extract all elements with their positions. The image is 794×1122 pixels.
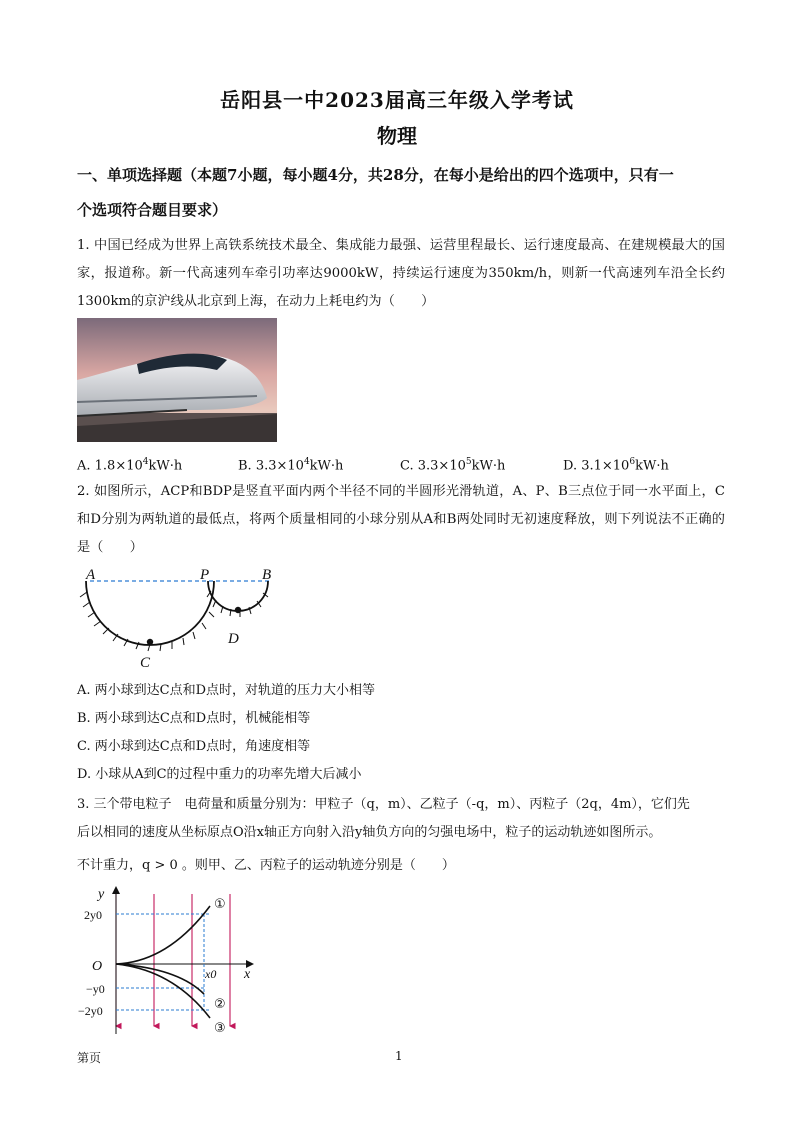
q1-option-d: D. $3.1\times 10^6kW\cdot h$ [563,457,669,474]
section-heading-line2: 个选项符合题目要求） [77,201,228,219]
curve-3-label: ③ [214,1021,226,1036]
question-3-line1: 3. 三个带电粒子 电荷量和质量分别为：甲粒子（q，m）、乙粒子（-q，m）、丙粒子（2q，4m），它们先 [77,797,690,812]
trajectory-diagram [78,884,262,1048]
tick-2y0: 2y0 [84,908,102,922]
label-a: A [86,567,96,583]
tick-neg-2y0: −2y0 [78,1004,103,1018]
exam-title: 岳阳县一中2023届高三年级入学考试 [220,88,574,112]
q2-option-a: A. 两小球到达C点和D点时，对轨道的压力大小相等 [77,683,376,698]
label-p: P [200,567,210,583]
axis-y-label: y [98,887,105,902]
question-3-line3: 不计重力，q > 0 。则甲、乙、丙粒子的运动轨迹分别是（ ） [77,858,455,873]
subject-title: 物理 [377,124,417,148]
footer-page-label: 第页 [77,1051,102,1065]
question-1-text: 1. 中国已经成为世界上高铁系统技术最全、集成能力最强、运营里程最长、运行速度最高、在建规模最大的国家，报道称。新一代高速列车牵引功率达9000kW，持续运行速度为350km/h，则新一代高速列车沿全长约1300km的京沪线从北京到上海，在动力上耗电约为（ ） [77,238,725,309]
q2-option-c: C. 两小球到达C点和D点时，角速度相等 [77,739,311,754]
q1-option-b: B. $3.3\times 10^4kW\cdot h$ [238,457,344,474]
curve-1-label: ① [214,897,226,912]
label-d: D [228,631,239,647]
x0-label: x0 [205,967,217,981]
q2-option-b: B. 两小球到达C点和D点时，机械能相等 [77,711,311,726]
tick-neg-y0: −y0 [86,982,105,996]
origin-label: O [92,959,103,974]
footer-page-number: 1 [395,1049,403,1063]
q1-option-a: A. $1.8\times 10^4kW\cdot h$ [77,457,183,474]
label-b: B [262,567,272,583]
curve-2-label: ② [214,997,226,1012]
q1-option-c: C. $3.3\times 10^5kW\cdot h$ [400,457,506,474]
high-speed-train-photo [77,318,277,442]
question-2-text: 2. 如图所示，ACP和BDP是竖直平面内两个半径不同的半圆形光滑轨道，A、P、B三点位于同一水平面上，C和D分别为两轨道的最低点，将两个质量相同的小球分别从A和B两处同时无初速度释放，则下列说法不正确的是（ ） [77,484,725,555]
track-diagram [76,566,286,678]
question-3-line2: 后以相同的速度从坐标原点O沿x轴正方向射入沿y轴负方向的匀强电场中，粒子的运动轨迹如图所示。 [77,825,662,840]
q2-option-d: D. 小球从A到C的过程中重力的功率先增大后减小 [77,767,362,782]
label-c: C [140,655,151,671]
axis-x-label: x [244,967,251,982]
section-heading-line1: 一、单项选择题（本题7小题，每小题4分，共28分，在每小是给出的四个选项中，只有一 [77,166,674,184]
